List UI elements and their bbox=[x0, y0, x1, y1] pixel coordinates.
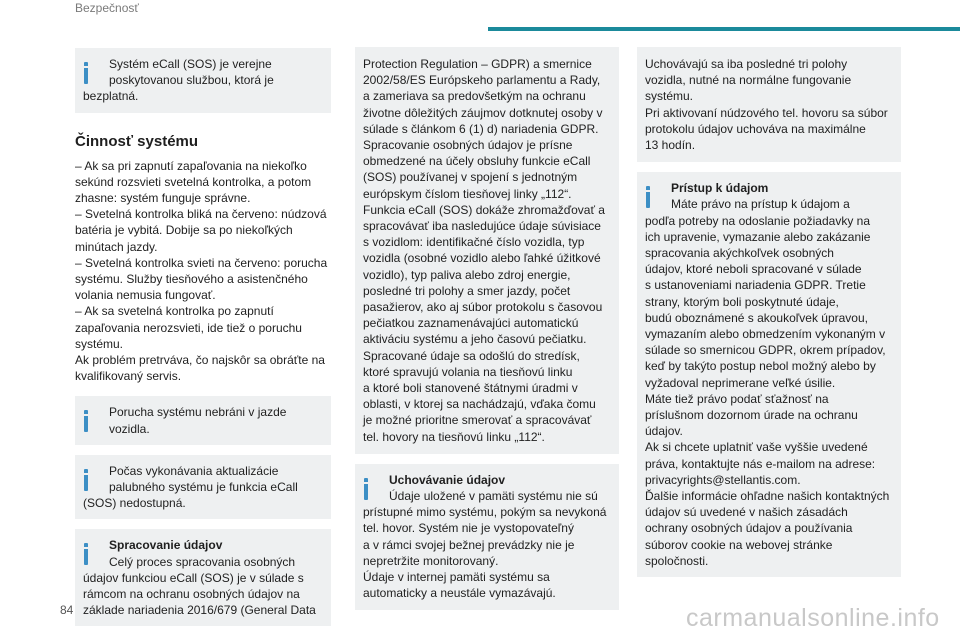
email-text: privacyrights@stellantis.com. bbox=[645, 472, 801, 487]
note-title: Uchovávanie údajov bbox=[389, 472, 506, 487]
note-text: vozidla. bbox=[109, 421, 150, 436]
note-text: práva, kontaktujte nás e-mailom na adrese: bbox=[645, 456, 876, 471]
header-accent-bar bbox=[488, 27, 960, 31]
note-box-data-retention bbox=[355, 464, 619, 610]
note-text: oblasti, v ktorej sa nachádzajú, vďaka čomu bbox=[363, 397, 596, 412]
note-box-update bbox=[75, 455, 331, 520]
note-text: údajov, ktoré neboli spracované v súlade bbox=[645, 262, 862, 277]
column-2 bbox=[355, 47, 619, 620]
note-text: základe nariadenia 2016/679 (General Data bbox=[83, 603, 316, 618]
note-text: poskytovanou službou, ktorá je bbox=[109, 73, 274, 88]
note-text: spoločnosti. bbox=[645, 553, 709, 568]
note-box-retention-continued bbox=[637, 47, 901, 162]
note-text: strany, ktorým boli poskytnuté údaje, bbox=[645, 294, 839, 309]
note-text: Spracovanie osobných údajov je prísne bbox=[363, 138, 573, 153]
note-text: spracovávať iba nasledujúce údaje súvisiace bbox=[363, 219, 601, 234]
note-text: a zameriava sa predovšetkým na ochranu bbox=[363, 89, 586, 104]
note-text: prístupné mimo systému, pokým sa nevykoná bbox=[363, 505, 607, 520]
note-text: rámcom na ochranu osobných údajov na bbox=[83, 587, 300, 602]
note-text: pasažierov, ako aj súbor protokolu s časovou bbox=[363, 300, 603, 315]
note-text: 13 hodín. bbox=[645, 138, 696, 153]
note-text: automaticky a neustále vymazávajú. bbox=[363, 586, 556, 601]
note-text: tel. hovor. Systém nie je vystopovateľný bbox=[363, 521, 574, 536]
note-text: vymazaním alebo obmedzením vykonaným v bbox=[645, 327, 886, 342]
section-title: Bezpečnosť bbox=[75, 1, 139, 15]
paragraph-line: – Ak sa pri zapnutí zapaľovania na niekoľko bbox=[75, 158, 307, 173]
note-text: Porucha systému nebráni v jazde bbox=[109, 405, 287, 420]
note-text: vyžadoval neprimerane veľké úsilie. bbox=[645, 375, 836, 390]
note-text: Ďalšie informácie ohľadne našich kontaktných bbox=[645, 489, 890, 504]
note-box-failure bbox=[75, 396, 331, 444]
note-text: vozidla, nutné na normálne fungovanie bbox=[645, 73, 852, 88]
note-text: nepretržite monitorovaný. bbox=[363, 553, 499, 568]
note-text: životne dôležitých záujmov dotknutej osoby v bbox=[363, 105, 603, 120]
paragraph-line: – Svetelná kontrolka bliká na červeno: núdzová bbox=[75, 207, 327, 222]
note-text: Uchovávajú sa iba posledné tri polohy bbox=[645, 57, 848, 71]
paragraph-line: systému. bbox=[75, 336, 124, 351]
note-text: ich upravenie, vymazanie alebo zakázanie bbox=[645, 229, 871, 244]
note-text: s ustanoveniami nariadenia GDPR. Tretie bbox=[645, 278, 866, 293]
note-text: protokolu údajov uchováva na maximálne bbox=[645, 121, 866, 136]
paragraph-line: volania nemusia fungovať. bbox=[75, 288, 216, 303]
note-text: palubného systému je funkcia eCall bbox=[109, 480, 298, 495]
note-text: údajov. bbox=[645, 424, 683, 439]
note-text: a v rámci svojej bežnej prevádzky nie je bbox=[363, 537, 575, 552]
note-text: príslušnom dozornom úrade na ochranu bbox=[645, 408, 858, 423]
note-text: Pri aktivovaní núdzového tel. hovoru sa súbor bbox=[645, 105, 888, 120]
paragraph-line: Ak problém pretrváva, čo najskôr sa obráťte na bbox=[75, 353, 325, 368]
note-text: podľa potreby na odoslanie požiadavky na bbox=[645, 213, 870, 228]
note-text: Celý proces spracovania osobných bbox=[109, 554, 296, 569]
note-text: pečiatkou zaznamenávajúci automatickú bbox=[363, 316, 579, 331]
note-text: keď by takýto postup nebol možný alebo by bbox=[645, 359, 876, 374]
note-text: Máte právo na prístup k údajom a bbox=[671, 197, 850, 212]
page-number: 84 bbox=[60, 603, 74, 617]
paragraph-line: kvalifikovaný servis. bbox=[75, 369, 182, 384]
note-title: Spracovanie údajov bbox=[109, 538, 223, 553]
note-text: budú oboznámené s akoukoľvek úpravou, bbox=[645, 310, 868, 325]
column-1 bbox=[75, 48, 331, 636]
system-operation-text bbox=[75, 158, 331, 385]
info-icon bbox=[646, 186, 650, 208]
note-text: Protection Regulation – GDPR) a smernice bbox=[363, 57, 592, 71]
note-text: systému. bbox=[645, 89, 694, 104]
note-text: európskym číslom tiesňovej linky „112“. bbox=[363, 186, 572, 201]
paragraph-line: systému. Služby tiesňového a asistenčného bbox=[75, 272, 308, 287]
paragraph-line: minútach jazdy. bbox=[75, 239, 158, 254]
note-text: ktoré spravujú volania na tiesňovú linku bbox=[363, 364, 573, 379]
column-3 bbox=[637, 47, 901, 587]
note-text: Systém eCall (SOS) je verejne bbox=[109, 57, 272, 71]
info-icon bbox=[364, 478, 368, 500]
note-text: (SOS) nedostupná. bbox=[83, 496, 186, 511]
info-icon bbox=[84, 469, 88, 491]
note-text: 2002/58/ES Európskeho parlamentu a Rady, bbox=[363, 73, 601, 88]
watermark: carmanualsonline.info bbox=[686, 604, 940, 632]
section-heading: Činnosť systému bbox=[75, 132, 199, 150]
note-text: s vozidlom: identifikačné číslo vozidla, typ bbox=[363, 235, 585, 250]
info-icon bbox=[84, 543, 88, 565]
note-text: Máte tiež právo podať sťažnosť na bbox=[645, 391, 829, 406]
note-text: Ak si chcete uplatniť vaše vyššie uvedené bbox=[645, 440, 868, 455]
note-text: Počas vykonávania aktualizácie bbox=[109, 463, 279, 478]
note-box-gdpr-continued bbox=[355, 47, 619, 454]
note-text: vozidla (osobné vozidlo alebo ľahké úžitkové bbox=[363, 251, 601, 266]
note-text: aktiváciu systému a jeho časovú pečiatku. bbox=[363, 332, 587, 347]
note-text: údajov funkciou eCall (SOS) je v súlade s bbox=[83, 570, 304, 585]
info-icon bbox=[84, 410, 88, 432]
note-text: posledné tri polohy a smer jazdy, počet bbox=[363, 283, 571, 298]
note-title: Prístup k údajom bbox=[671, 181, 769, 196]
paragraph-line: zhasne: systém funguje správne. bbox=[75, 191, 251, 206]
note-text: súlade s článkom 6 (1) d) nariadenia GDPR. bbox=[363, 121, 599, 136]
note-box-data-processing bbox=[75, 529, 331, 626]
note-text: Údaje uložené v pamäti systému nie sú bbox=[389, 489, 598, 504]
note-text: ochrany osobných údajov a používania bbox=[645, 521, 853, 536]
note-text: (SOS) používanej v spojení s jednotným bbox=[363, 170, 578, 185]
note-text: je možné prioritne smerovať a spracovávať bbox=[363, 413, 592, 428]
note-text: bezplatná. bbox=[83, 89, 139, 104]
note-text: Funkcia eCall (SOS) dokáže zhromažďovať a bbox=[363, 202, 605, 217]
note-text: Údaje v internej pamäti systému sa bbox=[363, 570, 550, 585]
paragraph-line: – Ak sa svetelná kontrolka po zapnutí bbox=[75, 304, 274, 319]
note-box-data-access bbox=[637, 172, 901, 577]
paragraph-line: batéria je vybitá. Dobije sa po niekoľkých bbox=[75, 223, 293, 238]
note-text: súborov cookie na webovej stránke bbox=[645, 537, 833, 552]
info-icon bbox=[84, 62, 88, 84]
note-text: a ktoré boli stanovené štátnymi úradmi v bbox=[363, 381, 578, 396]
note-box-ecall-public bbox=[75, 48, 331, 113]
paragraph-line: – Svetelná kontrolka svieti na červeno: porucha bbox=[75, 255, 328, 270]
note-text: obmedzené na účely obsluhy funkcie eCall bbox=[363, 154, 591, 169]
note-text: tel. hovory na tiesňovú linku „112“. bbox=[363, 429, 545, 444]
paragraph-line: zapaľovania nerozsvieti, ide tiež o poruchu bbox=[75, 320, 302, 335]
note-text: Spracované údaje sa odošlú do stredísk, bbox=[363, 348, 580, 363]
note-text: súlade so smernicou GDPR, okrem prípadov, bbox=[645, 343, 886, 358]
paragraph-line: sekúnd rozsvieti svetelná kontrolka, a potom bbox=[75, 174, 312, 189]
note-text: údajov sú uvedené v našich zásadách bbox=[645, 505, 848, 520]
note-text: vozidlo), typ paliva alebo zdroj energie, bbox=[363, 267, 571, 282]
note-text: spracovania akýchkoľvek osobných bbox=[645, 246, 834, 261]
